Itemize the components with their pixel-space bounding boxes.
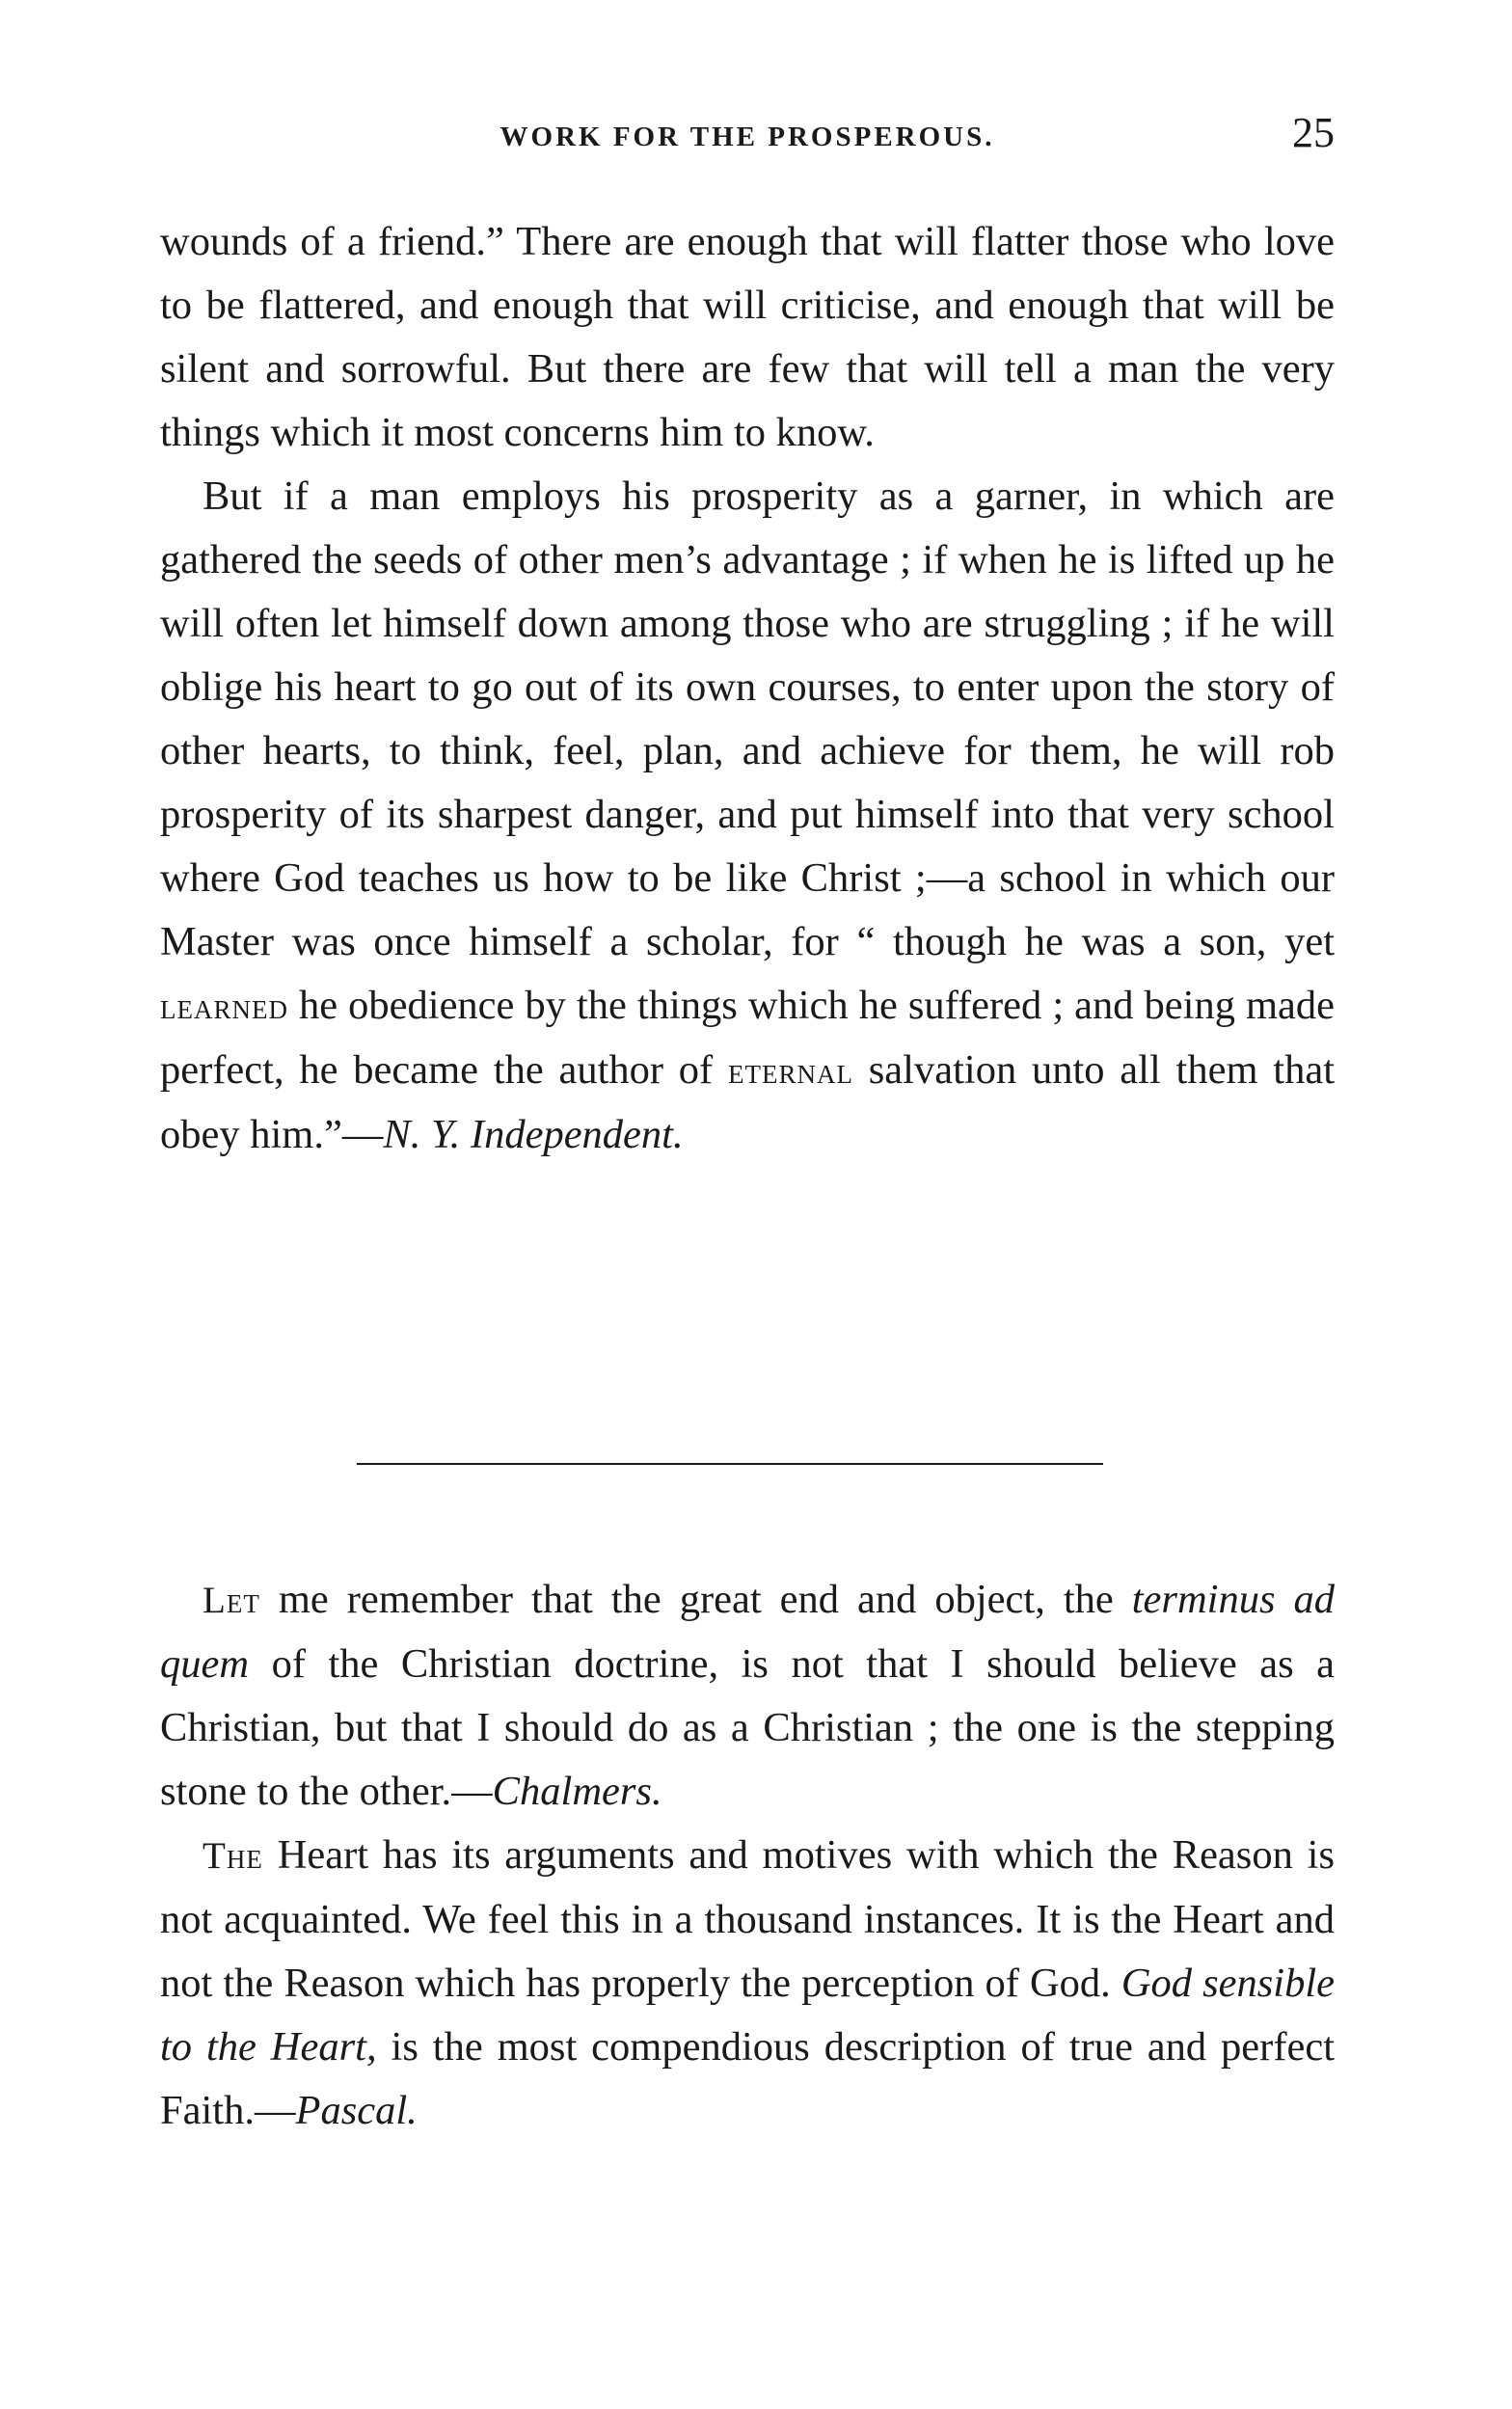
- page-header: [160, 108, 1335, 166]
- paragraph-text: salvation unto all them that obey him.”—: [160, 1047, 1336, 1157]
- quote-text: me remember that the great end and object, the: [278, 1577, 1114, 1622]
- source-attribution: N. Y. Independent.: [383, 1112, 684, 1157]
- quote-pascal: [160, 1824, 1335, 2143]
- latin-phrase: terminus ad quem: [160, 1577, 1335, 1687]
- quote-author: Chalmers.: [492, 1769, 662, 1814]
- lead-word: Let: [202, 1580, 260, 1621]
- lead-word: The: [202, 1835, 263, 1877]
- paragraph-friend-wounds: wounds of a friend.” There are enough that will flatter those who love to be flattered, and enough that will criticise, and enough that will be silent and sorrowful. But there are few that will tell a man the very things which it most concerns him to know.: [160, 219, 1335, 455]
- running-head: WORK FOR THE PROSPEROUS.: [500, 122, 995, 152]
- section-divider: [357, 1463, 1103, 1465]
- page-number: 25: [1292, 109, 1335, 156]
- quote-author: Pascal.: [295, 2088, 418, 2133]
- small-caps-word: learned: [160, 986, 288, 1027]
- paragraph-prosperity-garner: [160, 465, 1335, 1167]
- small-caps-word: eternal: [727, 1050, 853, 1092]
- quote-chalmers: [160, 1568, 1335, 1824]
- quote-text: of the Christian doctrine, is not that I should believe as a Christian, but that I should do as a Christian ; the one is the stepping stone to the other.—: [160, 1641, 1335, 1814]
- paragraph-text: But if a man employs his prosperity as a garner, in which are gathered the seeds of other men’s advantage ; if when he is lifted up he will often let himself down among those who are struggling ; if he will oblige his heart to go out of its own courses, to enter upon the story of other hearts, to think, feel, plan, and achieve for them, he will rob prosperity of its sharpest danger, and put himself into that very school where God teaches us how to be like Christ ;—a school in which our Master was once himself a scholar, for “ though he was a son, yet: [160, 474, 1335, 964]
- passage-prosperity: [160, 210, 1335, 1167]
- paragraph-text: he obedience by the things which he suffered ; and being made perfect, he became the author of: [160, 983, 1336, 1093]
- quote-text: Heart has its arguments and motives with which the Reason is not acquainted. We feel this in a thousand instances. It is the Heart and not the Reason which has properly the perception of God.: [160, 1832, 1335, 2006]
- quote-text: is the most compendious description of true and perfect Faith.—: [160, 2024, 1336, 2133]
- passage-quotations: [160, 1568, 1335, 2143]
- italic-phrase: God sensible to the Heart,: [160, 1961, 1336, 2070]
